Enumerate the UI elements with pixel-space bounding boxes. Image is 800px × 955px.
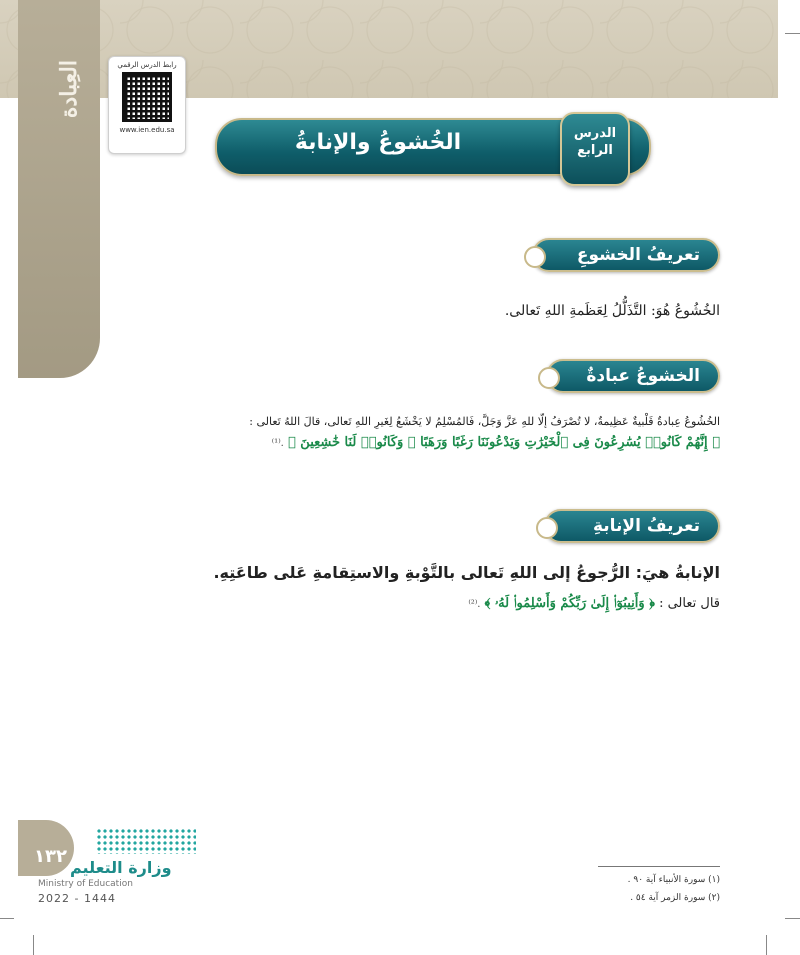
qr-label: رابط الدرس الرقمي — [117, 61, 177, 69]
crop-mark — [766, 935, 767, 955]
crop-mark — [33, 935, 34, 955]
footnote-2: (٢) سورة الزمر آية ٥٤ . — [630, 893, 720, 903]
khushu-ibadah-text: الخُشُوعُ عِبادةٌ قَلْبيةٌ عَظِيمةٌ، لا تُصْرَفُ إلّا للهِ عَزَّ وَجَلَّ، فَالمُسْلِمُ لا يَخْشَعُ لِغَيرِ اللهِ تَعالى، قالَ اللهُ تَعالى : — [249, 415, 720, 428]
ministry-logo-dots-icon — [96, 828, 196, 854]
section-heading-text: تعريفُ الخشوعِ — [576, 245, 700, 265]
quran-verse: ﴿ وَأَنِيبُوٓا۟ إِلَىٰ رَبِّكُمْ وَأَسْلِمُوا۟ لَهُۥ ﴾ — [484, 596, 655, 611]
footnote-ref: .⁽²⁾ — [468, 599, 481, 610]
chapter-sidebar — [18, 0, 100, 378]
footnote-divider — [598, 866, 720, 867]
footnote-ref: .⁽¹⁾ — [271, 438, 284, 449]
quran-verse: ﴿ إِنَّهُمْ كَانُوا۟ يُسَٰرِعُونَ فِى ٱلْخَيْرَٰتِ وَيَدْعُونَنَا رَغَبًا وَرَهَبًا ۖ وَكَانُوا۟ لَنَا خَٰشِعِينَ ﴾ — [287, 435, 720, 450]
khushu-verse-line — [60, 435, 720, 450]
lesson-badge-label: الدرس — [573, 126, 617, 141]
heading-cap-icon — [524, 246, 546, 268]
footnote-1: (١) سورة الأنبياء آية ٩٠ . — [627, 875, 720, 885]
verse-intro: قال تعالى : — [659, 596, 720, 611]
inabah-definition: الإنابةُ هيَ: الرُّجوعُ إلى اللهِ تَعالى بالتَّوْبةِ والاستِقامةِ عَلى طاعَتِهِ. — [213, 563, 720, 582]
crop-mark — [785, 33, 800, 34]
lesson-title: الخُشوعُ والإنابةُ — [294, 130, 462, 155]
ministry-name-ar: وزارة التعليم — [70, 858, 172, 877]
section-heading-text: تعريفُ الإنابةِ — [592, 516, 700, 536]
heading-cap-icon — [536, 517, 558, 539]
section-heading-khushu-ibadah — [546, 359, 720, 393]
qr-url[interactable]: www.ien.edu.sa — [119, 126, 175, 134]
ministry-name-en: Ministry of Education — [38, 879, 133, 889]
qr-card[interactable] — [108, 56, 186, 154]
section-heading-text: الخشوعُ عبادةٌ — [586, 366, 700, 386]
khushu-definition: الخُشُوعُ هُوَ: التَّذَلُّلُ لِعَظَمةِ اللهِ تَعالى. — [504, 303, 720, 319]
section-heading-khushu-def — [532, 238, 720, 272]
section-heading-inabah-def — [544, 509, 720, 543]
qr-code-icon[interactable] — [122, 72, 172, 122]
page-number: ١٣٢ — [34, 846, 67, 867]
edition-year: 2022 - 1444 — [38, 892, 116, 905]
lesson-badge — [560, 112, 630, 186]
crop-mark — [0, 918, 14, 919]
inabah-verse-line — [120, 596, 720, 611]
crop-mark — [785, 918, 800, 919]
chapter-title: العِبادة — [56, 60, 82, 119]
lesson-badge-number: الرابع — [577, 143, 613, 158]
heading-cap-icon — [538, 367, 560, 389]
